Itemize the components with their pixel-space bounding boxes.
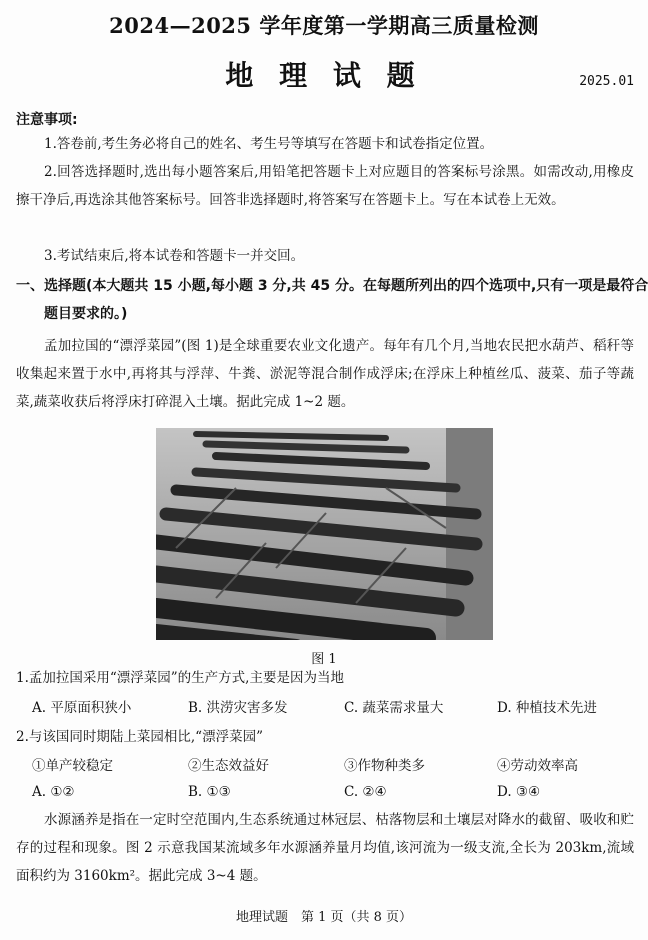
question-1-option-c: C. 蔬菜需求量大 bbox=[344, 700, 444, 716]
notice-heading: 注意事项: bbox=[16, 112, 78, 128]
notice-item-3: 3.考试结束后,将本试卷和答题卡一并交回。 bbox=[44, 248, 305, 264]
question-2-option-c: C. ②④ bbox=[344, 784, 387, 800]
question-1-option-a: A. 平原面积狭小 bbox=[32, 700, 132, 716]
figure-caption: 图 1 bbox=[311, 652, 337, 667]
question-1-option-d: D. 种植技术先进 bbox=[497, 700, 597, 716]
question-2-statement-1: ①单产较稳定 bbox=[32, 758, 113, 774]
notice-item-2: 2.回答选择题时,选出每小题答案后,用铅笔把答题卡上对应题目的答案标号涂黑。如需改动,用橡皮擦干净后,再选涂其他答案标号。回答非选择题时,将答案写在答题卡上。写在本试卷上无效。 bbox=[16, 164, 634, 208]
question-1-stem: 1.孟加拉国采用“漂浮菜园”的生产方式,主要是因为当地 bbox=[16, 670, 344, 686]
question-2-option-a: A. ①② bbox=[32, 784, 75, 800]
page-footer: 地理试题 第 1 页（共 8 页） bbox=[235, 910, 413, 925]
passage-water-conservation: 水源涵养是指在一定时空范围内,生态系统通过林冠层、枯落物层和土壤层对降水的截留、吸收和贮存的过程和现象。图 2 示意我国某流域多年水源涵养量月均值,该河流为一级支流,全长为 203km,流域面积约为 3160km²。据此完成 3~4 题。 bbox=[16, 812, 634, 884]
passage-floating-garden: 孟加拉国的“漂浮菜园”(图 1)是全球重要农业文化遗产。每年有几个月,当地农民把水葫芦、稻秆等收集起来置于水中,再将其与浮萍、牛粪、淤泥等混合制作成浮床;在浮床上种植丝瓜、菠菜、茄子等蔬菜,蔬菜收获后将浮床打碎混入土壤。据此完成 1~2 题。 bbox=[16, 338, 634, 410]
question-2-statement-3: ③作物种类多 bbox=[344, 758, 425, 774]
exam-date: 2025.01 bbox=[579, 74, 634, 89]
question-2-statement-2: ②生态效益好 bbox=[188, 758, 269, 774]
subject-title: 地 理 试 题 bbox=[225, 59, 423, 92]
exam-header-title: 2024—2025 学年度第一学期高三质量检测 bbox=[109, 13, 539, 38]
question-2-stem: 2.与该国同时期陆上菜园相比,“漂浮菜园” bbox=[16, 729, 263, 745]
question-1-option-b: B. 洪涝灾害多发 bbox=[188, 700, 288, 716]
question-2-option-b: B. ①③ bbox=[188, 784, 231, 800]
question-2-statement-4: ④劳动效率高 bbox=[497, 758, 578, 774]
question-2-option-d: D. ③④ bbox=[497, 784, 541, 800]
floating-garden-photo bbox=[156, 428, 493, 640]
section-heading: 一、选择题(本大题共 15 小题,每小题 3 分,共 45 分。在每题所列出的四个选项中,只有一项是最符合题目要求的。) bbox=[16, 278, 648, 322]
notice-item-1: 1.答卷前,考生务必将自己的姓名、考生号等填写在答题卡和试卷指定位置。 bbox=[44, 136, 494, 152]
